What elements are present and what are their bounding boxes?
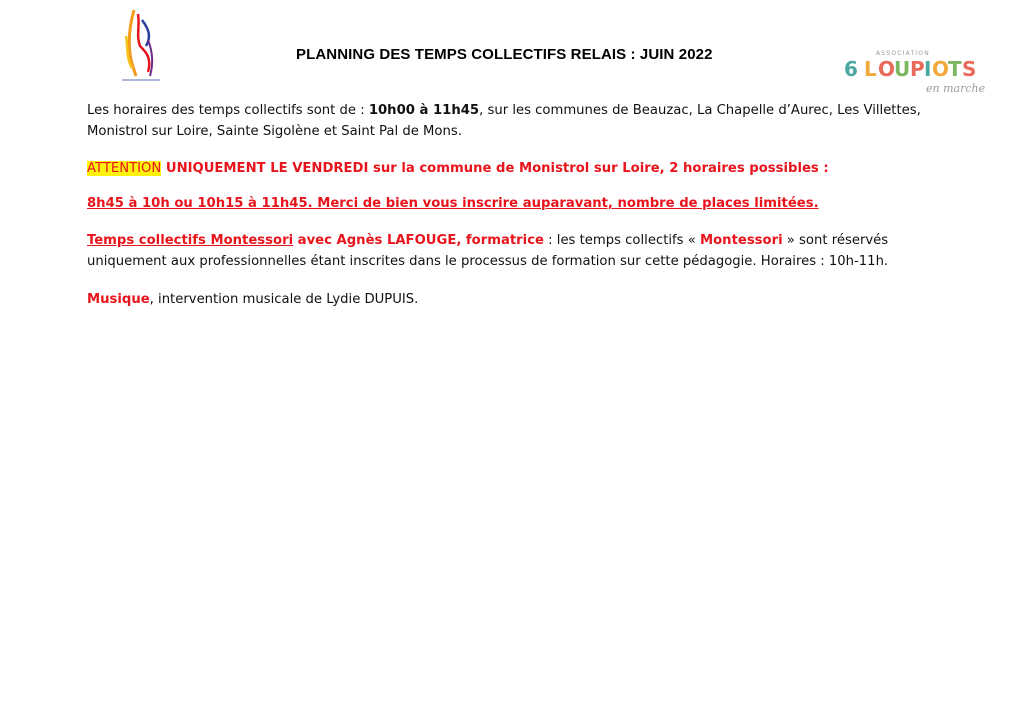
montessori-desc: : les temps collectifs «	[543, 233, 700, 248]
svg-text:L: L	[864, 57, 877, 81]
relais-logo	[118, 6, 164, 86]
montessori-desc-cont: uniquement aux professionnelles étant inscrites dans le processus de formation sur cette pédagogie. Horaires : 10h-11h.	[87, 254, 889, 269]
svg-text:T: T	[948, 57, 962, 81]
montessori-paragraph	[87, 230, 987, 272]
friday-times-paragraph	[87, 193, 987, 214]
friday-times-text: 8h45 à 10h ou 10h15 à 11h45. Merci de bien vous inscrire auparavant, nombre de places limitées.	[87, 196, 819, 211]
svg-text:I: I	[924, 57, 932, 81]
montessori-desc-end: » sont réservés	[782, 233, 889, 248]
logo-subtitle: en marche	[926, 82, 986, 95]
logo-six: 6	[844, 57, 858, 81]
loupiots-logo	[838, 46, 986, 100]
logo-association-text: ASSOCIATION	[876, 50, 930, 57]
montessori-title: Temps collectifs Montessori	[87, 233, 294, 248]
schedule-hours: 10h00 à 11h45	[368, 103, 480, 118]
music-desc: , intervention musicale de Lydie DUPUIS.	[149, 292, 419, 307]
page-title: PLANNING DES TEMPS COLLECTIFS RELAIS : JUIN 2022	[296, 46, 713, 63]
schedule-communes-cont: Monistrol sur Loire, Sainte Sigolène et Saint Pal de Mons.	[87, 124, 462, 139]
schedule-intro: Les horaires des temps collectifs sont de :	[87, 103, 369, 118]
svg-text:O: O	[932, 57, 950, 81]
svg-text:O: O	[878, 57, 896, 81]
attention-text: UNIQUEMENT LE VENDREDI sur la commune de Monistrol sur Loire, 2 horaires possibles :	[161, 161, 829, 176]
schedule-communes: , sur les communes de Beauzac, La Chapelle d’Aurec, Les Villettes,	[479, 103, 921, 118]
music-label: Musique	[87, 292, 150, 307]
svg-text:P: P	[910, 57, 925, 81]
schedule-paragraph	[87, 100, 987, 142]
montessori-trainer: avec Agnès LAFOUGE, formatrice	[293, 233, 544, 248]
svg-text:S: S	[962, 57, 977, 81]
attention-highlight: ATTENTION	[87, 161, 162, 176]
music-paragraph	[87, 289, 987, 310]
svg-text:U: U	[894, 57, 911, 81]
montessori-word: Montessori	[700, 233, 783, 248]
attention-paragraph	[87, 158, 987, 179]
